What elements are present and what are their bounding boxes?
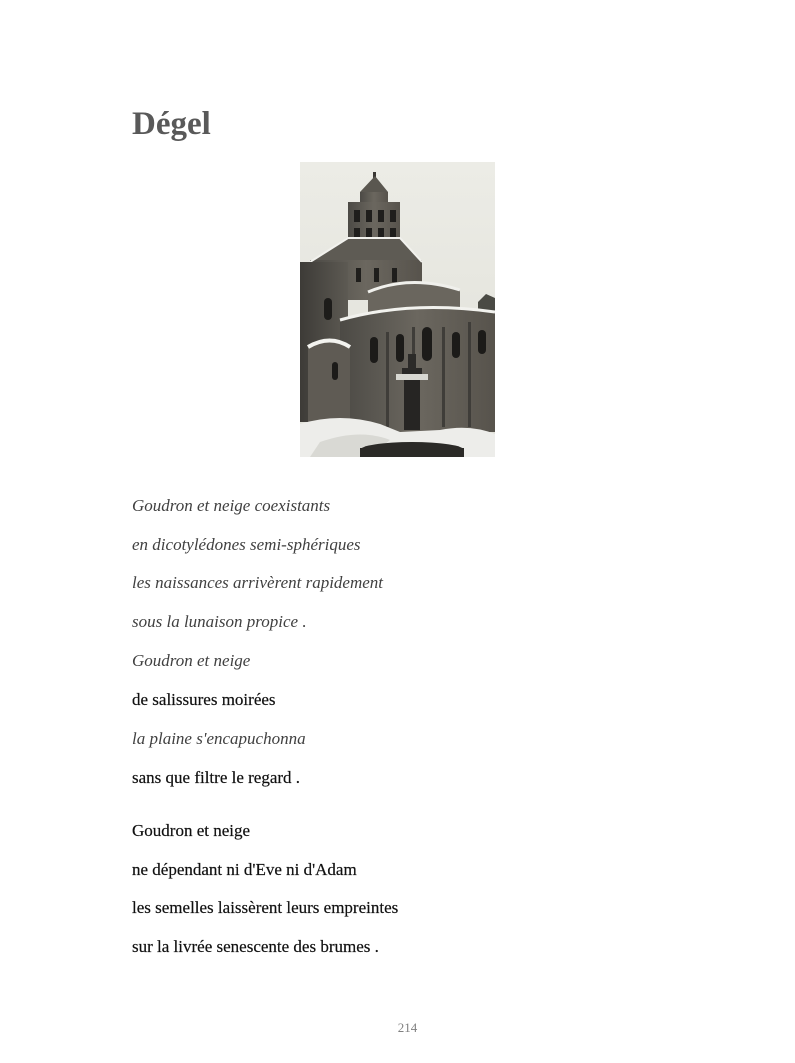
- poem-line-3: les naissances arrivèrent rapidement: [132, 573, 384, 592]
- poem-line-12: sur la livrée senescente des brumes .: [132, 937, 379, 956]
- poem-line-9: Goudron et neige: [132, 821, 251, 840]
- page-number: 214: [397, 1020, 418, 1035]
- poem-line-7: la plaine s'encapuchonna: [132, 729, 306, 748]
- page-title: Dégel: [132, 106, 211, 142]
- poem-line-8: sans que filtre le regard .: [132, 768, 301, 787]
- poem-line-2: en dicotylédones semi-sphériques: [132, 535, 361, 554]
- poem-line-6: de salissures moirées: [132, 690, 276, 709]
- poem-line-11: les semelles laissèrent leurs empreintes: [132, 898, 399, 917]
- poem-line-10: ne dépendant ni d'Eve ni d'Adam: [132, 860, 357, 879]
- poem-line-1: Goudron et neige coexistants: [132, 496, 331, 515]
- poem-line-4: sous la lunaison propice .: [132, 612, 307, 631]
- church-photo: [300, 162, 495, 457]
- poem-line-5: Goudron et neige: [132, 651, 251, 670]
